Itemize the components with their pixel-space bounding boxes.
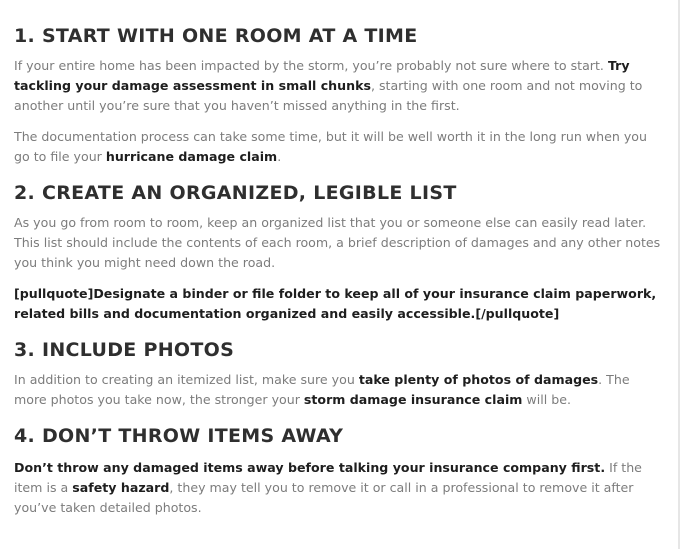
text-segment: As you go from room to room, keep an organized list that you or someone else can easily read later. This list should include the contents of each room, a brief description of damages and any other notes you think you might need down the road. xyxy=(14,215,661,270)
bold-text-safety-hazard: safety hazard xyxy=(72,480,170,495)
pullquote-paragraph xyxy=(14,284,666,324)
text-segment: , starting with one room and not moving to another until you’re sure that you haven’t missed anything in the first. xyxy=(14,78,643,113)
bold-text-photos: take plenty of photos of damages xyxy=(358,372,599,387)
text-segment: . The more photos you take now, the stronger your xyxy=(14,372,630,407)
bold-text-hurricane-claim: hurricane damage claim xyxy=(105,149,278,164)
section-heading-dont-throw-away: 4. DON’T THROW ITEMS AWAY xyxy=(14,425,344,447)
pullquote-text: [pullquote]Designate a binder or file folder to keep all of your insurance claim paperwork, related bills and documentation organized and easily accessible.[/pullquote] xyxy=(14,286,657,321)
section-one-paragraph-2 xyxy=(14,127,666,167)
text-segment: In addition to creating an itemized list, make sure you xyxy=(14,372,359,387)
text-segment: If your entire home has been impacted by the storm, you’re probably not sure where to start. xyxy=(14,58,608,73)
bold-text-storm-claim: storm damage insurance claim xyxy=(303,392,523,407)
section-heading-include-photos: 3. INCLUDE PHOTOS xyxy=(14,339,235,361)
section-two-paragraph-1 xyxy=(14,213,666,273)
bold-text-small-chunks: Try tackling your damage assessment in small chunks xyxy=(14,58,630,93)
text-segment: If the item is a xyxy=(14,460,642,495)
section-one-paragraph-1 xyxy=(14,56,666,116)
bold-text-dont-throw: Don’t throw any damaged items away before talking your insurance company first. xyxy=(14,460,606,475)
section-heading-organized-list: 2. CREATE AN ORGANIZED, LEGIBLE LIST xyxy=(14,182,457,204)
text-segment: will be. xyxy=(522,392,571,407)
text-segment: , they may tell you to remove it or call in a professional to remove it after you’ve taken detailed photos. xyxy=(14,480,634,515)
section-heading-one-room: 1. START WITH ONE ROOM AT A TIME xyxy=(14,25,418,47)
section-three-paragraph-1 xyxy=(14,370,666,410)
text-segment: The documentation process can take some time, but it will be well worth it in the long run when you go to file your xyxy=(14,129,647,164)
section-four-paragraph-1 xyxy=(14,458,666,518)
text-segment: . xyxy=(277,149,282,164)
